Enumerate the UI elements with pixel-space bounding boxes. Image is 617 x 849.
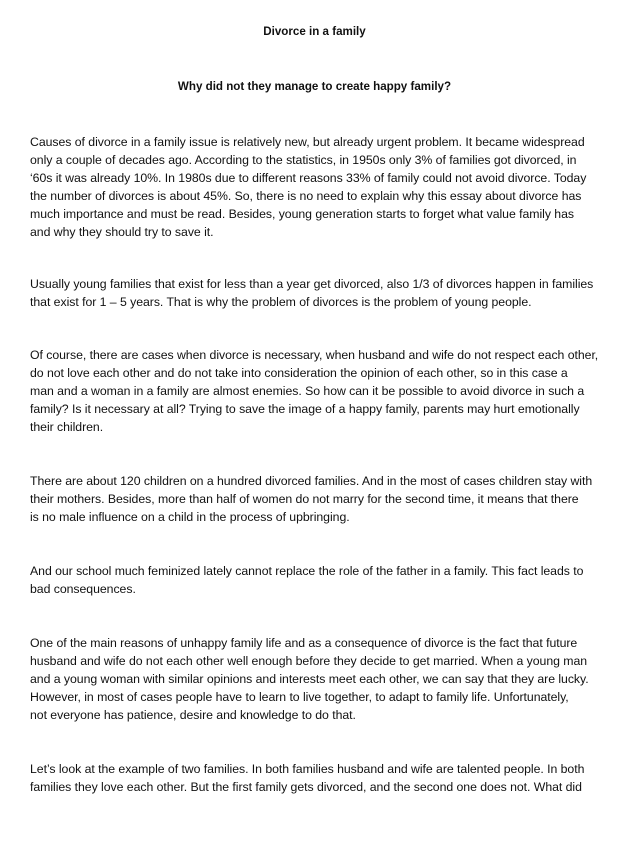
text-line: families they love each other. But the first family gets divorced, and the second one does not. What did — [30, 780, 582, 794]
text-line: the number of divorces is about 45%. So, there is no need to explain why this essay about divorce has — [30, 189, 582, 203]
document-title: Divorce in a family — [263, 25, 366, 38]
paragraph-2 — [30, 275, 602, 311]
text-line: only a couple of decades ago. According to the statistics, in 1950s only 3% of families got divorced, in — [30, 153, 577, 167]
text-line: that exist for 1 – 5 years. That is why the problem of divorces is the problem of young people. — [30, 295, 532, 309]
paragraph-6 — [30, 634, 602, 724]
text-line: do not love each other and do not take into consideration the opinion of each other, so in this case a — [30, 366, 568, 380]
text-line: husband and wife do not each other well enough before they decide to get married. When a young man — [30, 654, 588, 668]
text-line: their children. — [30, 420, 104, 434]
text-line: Of course, there are cases when divorce is necessary, when husband and wife do not respect each other, — [30, 348, 599, 362]
text-line: and a young woman with similar opinions and interests meet each other, we can say that they are lucky. — [30, 672, 589, 686]
paragraph-3 — [30, 346, 602, 436]
text-line: One of the main reasons of unhappy family life and as a consequence of divorce is the fact that future — [30, 636, 578, 650]
text-line: much importance and must be read. Besides, young generation starts to forget what value family has — [30, 207, 574, 221]
text-line: and why they should try to save it. — [30, 225, 214, 239]
text-line: bad consequences. — [30, 582, 136, 596]
text-line: Usually young families that exist for less than a year get divorced, also 1/3 of divorces happen in families — [30, 277, 594, 291]
text-line: There are about 120 children on a hundred divorced families. And in the most of cases children stay with — [30, 474, 593, 488]
text-line: ‘60s it was already 10%. In 1980s due to different reasons 33% of family could not avoid divorce. Today — [30, 171, 587, 185]
text-line: not everyone has patience, desire and knowledge to do that. — [30, 708, 356, 722]
text-line: However, in most of cases people have to learn to live together, to adapt to family life. Unfortunately, — [30, 690, 569, 704]
text-line: Let’s look at the example of two families. In both families husband and wife are talented people. In both — [30, 762, 585, 776]
paragraph-4 — [30, 472, 602, 526]
document-subtitle: Why did not they manage to create happy family? — [177, 80, 452, 93]
text-line: And our school much feminized lately cannot replace the role of the father in a family. This fact leads to — [30, 564, 584, 578]
paragraph-5 — [30, 562, 602, 598]
text-line: family? Is it necessary at all? Trying to save the image of a happy family, parents may hurt emotionally — [30, 402, 580, 416]
paragraph-7 — [30, 760, 602, 796]
paragraph-1 — [30, 133, 602, 241]
text-line: man and a woman in a family are almost enemies. So how can it be possible to avoid divorce in such a — [30, 384, 585, 398]
text-line: Causes of divorce in a family issue is relatively new, but already urgent problem. It became widespread — [30, 135, 585, 149]
text-line: is no male influence on a child in the process of upbringing. — [30, 510, 350, 524]
text-line: their mothers. Besides, more than half of women do not marry for the second time, it means that there — [30, 492, 579, 506]
